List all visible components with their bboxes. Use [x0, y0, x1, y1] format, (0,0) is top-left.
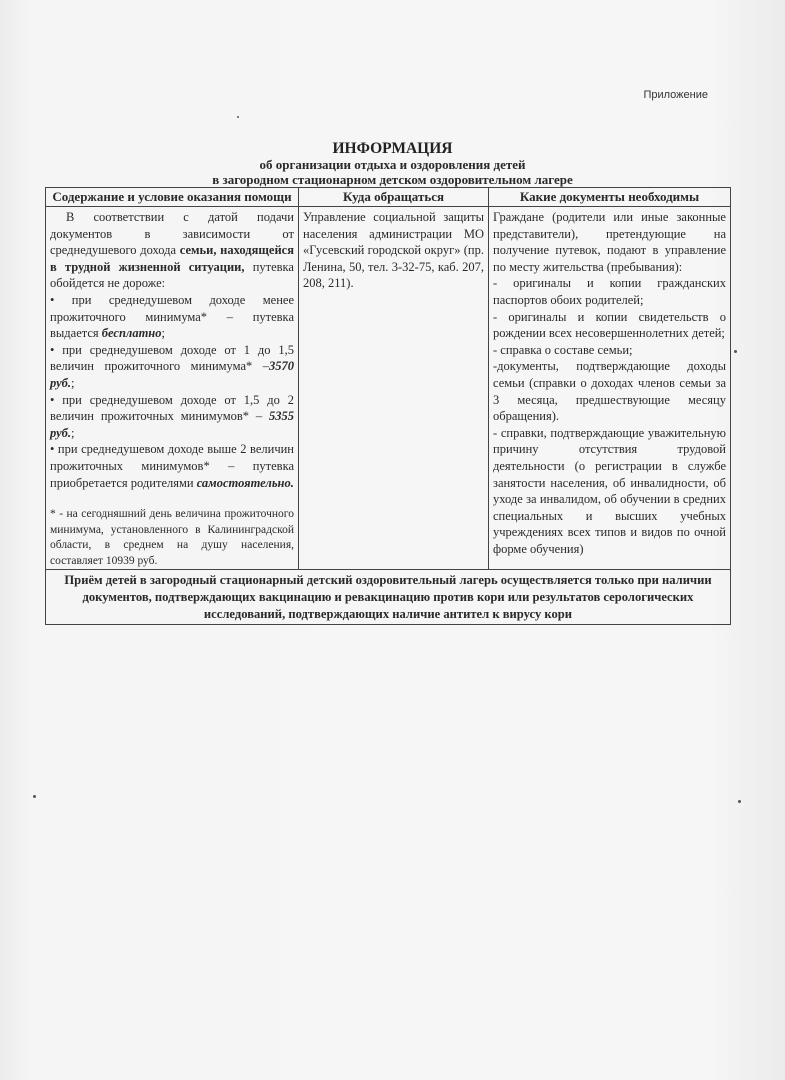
- column-header-documents: Какие документы необходимы: [489, 188, 731, 207]
- column-header-conditions: Содержание и условие оказания помощи: [46, 188, 299, 207]
- bullet-text: • при среднедушевом доходе менее прожиточного минимума* – путевка выдается: [50, 292, 294, 341]
- cell-documents: [489, 207, 731, 570]
- bullet-text: • при среднедушевом доходе от 1,5 до 2 величин прожиточных минимумов* –: [50, 392, 294, 424]
- bullet-price: 3570 руб.: [50, 359, 294, 390]
- scan-speck: [33, 795, 36, 798]
- bullet-tail: ;: [161, 326, 165, 341]
- bullet-item: [50, 392, 294, 442]
- vaccination-notice: Приём детей в загородный стационарный детский оздоровительный лагерь осуществляется только при наличии документов, подтверждающих вакцинацию и ревакцинацию против кори или результатов серологических исследований, подтверждающих наличие антител к вирусу кори: [46, 570, 731, 625]
- intro-text: В соответствии с датой подачи документов в зависимости от среднедушевого дохода: [50, 210, 294, 258]
- footnote: * - на сегодняшний день величина прожиточного минимума, установленного в Калининградской области, в среднем на душу населения, составляет 10939 руб.: [50, 508, 294, 567]
- bullet-text: • при среднедушевом доходе от 1 до 1,5 величин прожиточного минимума* –: [50, 342, 294, 374]
- table-row: [46, 207, 731, 570]
- table-footer-row: [46, 570, 731, 625]
- bullet-tail: ;: [71, 375, 75, 390]
- document-subtitle-line1: об организации отдыха и оздоровления детей: [259, 157, 526, 172]
- appendix-label: Приложение: [643, 89, 708, 101]
- document-item: -документы, подтверждающие доходы семьи (справки о доходах членов семьи за 3 месяца, предшествующие месяцу обращения).: [493, 359, 726, 424]
- bullet-price: самостоятельно.: [196, 475, 294, 490]
- bullet-item: [50, 342, 294, 392]
- info-table: [45, 187, 731, 625]
- conditions-intro: [50, 209, 294, 292]
- bullet-tail: ;: [71, 425, 75, 440]
- bullet-text: • при среднедушевом доходе выше 2 величин прожиточных минимумов* – путевка приобретается родителями: [50, 442, 294, 490]
- intro-emphasis: семьи, находящейся в трудной жизненной ситуации,: [50, 243, 294, 274]
- scan-speck: [738, 800, 741, 803]
- spacer: [50, 491, 294, 507]
- document-item: - справка о составе семьи;: [493, 342, 633, 357]
- bullet-price: бесплатно: [101, 326, 162, 341]
- bullet-item: [50, 292, 294, 342]
- documents-intro: Граждане (родители или иные законные представители), претендующие на получение путевок, подают в управление по месту жительства (пребывания):: [493, 210, 726, 274]
- table-header-row: [46, 188, 731, 207]
- document-title: ИНФОРМАЦИЯ: [332, 140, 453, 157]
- bullet-item: [50, 441, 294, 491]
- scan-speck: [237, 116, 239, 118]
- document-subtitle-line2: в загородном стационарном детском оздоровительном лагере: [212, 172, 573, 187]
- bullet-price: 5355 руб.: [50, 409, 294, 440]
- cell-where-to-apply: [299, 207, 489, 570]
- scan-speck: [734, 350, 737, 353]
- cell-conditions: [46, 207, 299, 570]
- document-item: - оригиналы и копии свидетельств о рождении всех несовершеннолетних детей;: [493, 309, 726, 341]
- intro-tail: путевка обойдется не дороже:: [50, 259, 294, 291]
- column-header-where-to-apply: Куда обращаться: [299, 188, 489, 207]
- document-item: - оригиналы и копии гражданских паспортов обоих родителей;: [493, 276, 726, 307]
- office-address: Управление социальной защиты населения администрации МО «Гусевский городской округ» (пр. Ленина, 50, тел. 3-32-75, каб. 207, 208, 211).: [303, 210, 484, 291]
- document-item: - справки, подтверждающие уважительную причину отсутствия трудовой деятельности (о регистрации в службе занятости населения, об инвалидности, об уходе за инвалидом, об обучении в средних специальных и высших учебных учреждениях всех типов и видов по очной форме обучения): [493, 425, 726, 556]
